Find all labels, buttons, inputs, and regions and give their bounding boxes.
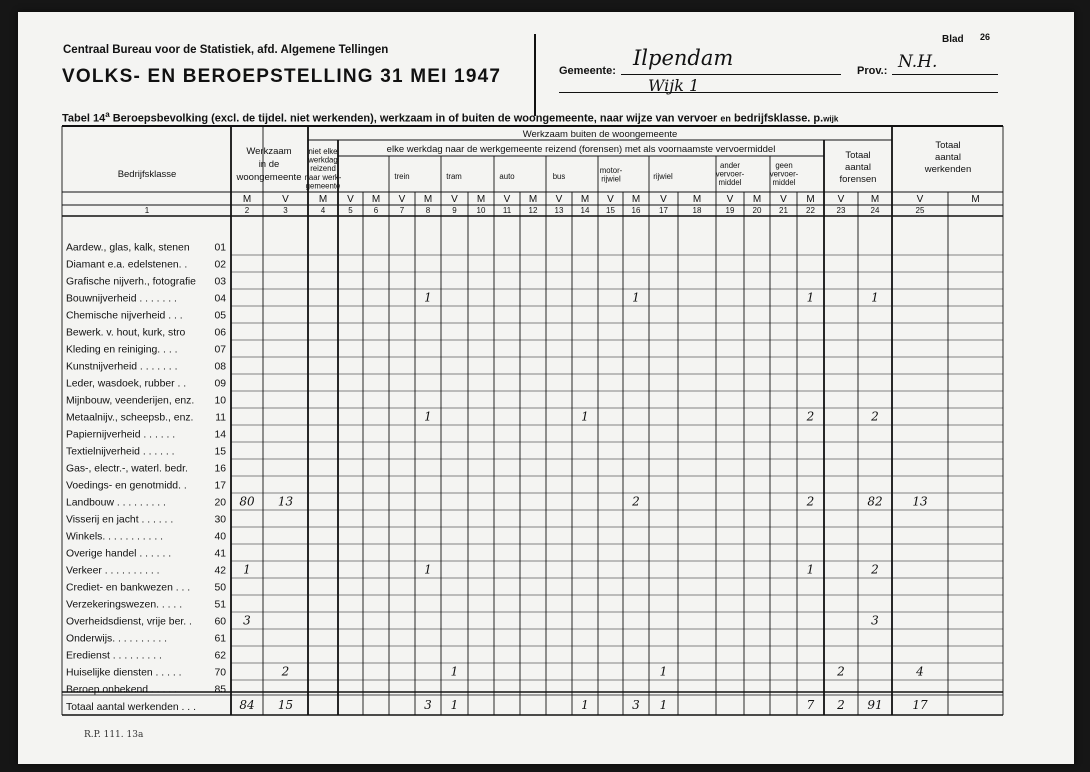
row-label: Crediet- en bankwezen . . . [66, 582, 191, 594]
row-label: Diamant e.a. edelstenen. . [66, 259, 188, 271]
row-code: 20 [214, 497, 226, 509]
blad-number: 26 [980, 32, 991, 42]
mode-header: ander [720, 161, 740, 170]
column-number: 16 [631, 206, 641, 215]
niet-elke-header: reizend [310, 164, 336, 174]
column-number: 22 [806, 206, 815, 215]
mv-label: V [837, 194, 845, 205]
mv-label: M [242, 194, 252, 205]
mv-label: V [451, 194, 458, 205]
mv-label: M [971, 194, 980, 205]
row-label: Leder, wasdoek, rubber . . [66, 378, 187, 390]
total-cell-value: 1 [450, 698, 459, 712]
mv-label: M [870, 194, 880, 205]
column-number: 6 [373, 206, 379, 215]
row-label: Verzekeringswezen. . . . . [66, 599, 183, 611]
total-row-label: Totaal aantal werkenden . . . [66, 702, 196, 713]
row-code: 60 [214, 616, 226, 628]
total-cell-value: 3 [632, 698, 640, 712]
row-label: Onderwijs. . . . . . . . . . [66, 633, 168, 645]
mode-header: rijwiel [601, 174, 621, 184]
cell-value: 1 [424, 290, 432, 305]
row-code: 07 [214, 344, 226, 356]
row-label: Textielnijverheid . . . . . . [66, 446, 175, 458]
column-number: 12 [528, 206, 538, 215]
row-label: Beroep onbekend . . . . . [66, 684, 177, 696]
mv-label: V [398, 194, 406, 205]
mv-label: V [503, 194, 511, 205]
niet-elke-header: werkdag [308, 155, 338, 165]
mode-header: vervoer- [715, 169, 745, 179]
werkzaam-in-header: woongemeente [236, 172, 302, 183]
table-number: Tabel 14 [62, 112, 106, 125]
wijk-value: Wijk 1 [648, 76, 700, 95]
row-code: 03 [214, 276, 226, 288]
cell-value: 1 [424, 409, 432, 424]
mv-label: M [476, 194, 486, 205]
cell-value: 1 [581, 409, 589, 424]
row-label: Overheidsdienst, vrije ber. . [66, 616, 192, 628]
column-number: 5 [348, 206, 353, 215]
totaal-werkenden-header: werkenden [924, 164, 972, 175]
row-label: Papiernijverheid . . . . . . [66, 429, 176, 441]
mv-label: V [282, 194, 289, 205]
gemeente-label: Gemeente: [559, 65, 616, 77]
cell-value: 2 [806, 494, 815, 509]
form-title: VOLKS- EN BEROEPSTELLING 31 MEI 1947 [62, 66, 502, 87]
row-label: Grafische nijverh., fotografie [66, 276, 196, 288]
cell-value: 1 [806, 562, 815, 577]
row-label: Bewerk. v. hout, kurk, stro [66, 327, 186, 339]
mode-header: middel [772, 178, 796, 188]
cell-value: 3 [243, 613, 251, 628]
mv-label: M [692, 194, 702, 205]
blad-label: Blad [942, 34, 964, 45]
row-label: Overige handel . . . . . . [66, 548, 172, 560]
row-code: 30 [214, 514, 226, 526]
total-cell-value: 84 [239, 698, 255, 712]
row-code: 62 [214, 650, 226, 662]
row-code: 42 [214, 565, 226, 577]
row-code: 16 [214, 463, 226, 475]
mv-label: M [580, 194, 590, 205]
caption-text: Beroepsbevolking (excl. de tijdel. niet werkenden), werkzaam in of buiten de woongemeente, naar wijze van vervoer [112, 112, 718, 125]
row-label: Gas-, electr.-, waterl. bedr. [66, 463, 188, 475]
mv-label: M [752, 194, 762, 205]
cell-value: 2 [632, 494, 640, 509]
prov-label: Prov.: [857, 65, 888, 77]
row-code: 06 [214, 327, 226, 339]
total-cell-value: 91 [867, 698, 883, 712]
census-table [18, 12, 1074, 764]
cell-value: 1 [659, 664, 668, 679]
row-code: 61 [214, 633, 226, 645]
mode-header: tram [446, 172, 462, 181]
cell-value: 1 [871, 290, 879, 305]
column-number: 24 [870, 206, 880, 215]
column-number: 4 [320, 206, 326, 215]
row-label: Visserij en jacht . . . . . . [66, 514, 174, 526]
row-code: 02 [214, 259, 226, 271]
total-cell-value: 1 [581, 698, 589, 712]
total-cell-value: 15 [277, 698, 294, 712]
mode-header: geen [775, 161, 793, 170]
mv-label: V [726, 194, 734, 205]
cell-value: 1 [450, 664, 459, 679]
column-number: 3 [283, 206, 288, 215]
bedrijfsklasse-header: Bedrijfsklasse [117, 169, 177, 180]
column-number: 13 [554, 206, 564, 215]
cell-value: 2 [871, 409, 879, 424]
column-number: 23 [836, 206, 846, 215]
total-cell-value: 1 [659, 698, 668, 712]
column-number: 15 [606, 206, 615, 215]
column-number: 10 [476, 206, 486, 215]
totaal-forensen-header: forensen [839, 174, 877, 185]
total-cell-value: 2 [837, 698, 845, 712]
row-code: 14 [214, 429, 226, 441]
prov-value: N.H. [898, 52, 938, 72]
cell-value: 2 [806, 409, 815, 424]
mode-header: trein [394, 172, 410, 181]
row-label: Verkeer . . . . . . . . . . [66, 565, 160, 577]
mv-label: V [660, 194, 667, 205]
row-code: 10 [214, 395, 226, 407]
cell-value: 3 [871, 613, 879, 628]
mv-label: V [916, 194, 924, 205]
row-code: 51 [214, 599, 226, 611]
row-label: Voedings- en genotmidd. . [66, 480, 187, 492]
mv-label: V [555, 194, 563, 205]
mv-label: M [631, 194, 641, 205]
row-label: Winkels. . . . . . . . . . . [66, 531, 163, 543]
mv-label: V [607, 194, 614, 205]
row-code: 05 [214, 310, 226, 322]
row-code: 04 [214, 293, 226, 305]
cell-value: 80 [239, 494, 255, 509]
column-number: 20 [752, 206, 762, 215]
mv-label: V [780, 194, 787, 205]
row-code: 17 [214, 480, 226, 492]
row-label: Mijnbouw, veenderijen, enz. [66, 395, 195, 407]
cell-value: 2 [837, 664, 845, 679]
bureau-heading: Centraal Bureau voor de Statistiek, afd. Algemene Tellingen [63, 44, 389, 56]
caption-tail: bedrijfsklasse. p. [733, 112, 824, 125]
column-number: 21 [779, 206, 788, 215]
total-cell-value: 3 [424, 698, 432, 712]
cell-value: 1 [806, 290, 815, 305]
row-label: Huiselijke diensten . . . . . [66, 667, 182, 679]
column-number: 11 [502, 206, 512, 215]
werkzaam-in-header: Werkzaam [246, 146, 292, 157]
cell-value: 4 [916, 664, 924, 679]
mode-header: motor- [599, 166, 623, 175]
mv-label: M [371, 194, 381, 205]
niet-elke-header: niet elke [308, 147, 338, 156]
mv-label: M [423, 194, 433, 205]
row-code: 01 [214, 242, 226, 254]
form-footer: R.P. 111. 13a [84, 730, 144, 740]
row-code: 08 [214, 361, 226, 373]
totaal-werkenden-header: aantal [935, 152, 961, 163]
cell-value: 13 [912, 494, 928, 509]
row-label: Chemische nijverheid . . . [66, 310, 183, 322]
column-number: 19 [725, 206, 735, 215]
row-code: 41 [214, 548, 226, 560]
mode-header: rijwiel [653, 172, 673, 181]
totaal-forensen-header: Totaal [845, 150, 871, 161]
row-label: Landbouw . . . . . . . . . [66, 497, 166, 509]
cell-value: 1 [632, 290, 640, 305]
buiten-header: Werkzaam buiten de woongemeente [522, 129, 678, 140]
cell-value: 1 [243, 562, 251, 577]
column-number: 9 [452, 206, 457, 215]
row-code: 70 [214, 667, 226, 679]
cell-value: 2 [281, 664, 290, 679]
row-label: Eredienst . . . . . . . . . [66, 650, 162, 662]
total-cell-value: 7 [806, 698, 815, 712]
mode-header: vervoer- [769, 169, 799, 179]
mv-label: M [528, 194, 538, 205]
row-label: Kunstnijverheid . . . . . . . [66, 361, 178, 373]
row-code: 50 [214, 582, 226, 594]
cell-value: 82 [867, 494, 883, 509]
totaal-forensen-header: aantal [845, 162, 871, 173]
census-form-sheet [18, 12, 1074, 764]
row-code: 15 [214, 446, 226, 458]
mv-label: M [318, 194, 328, 205]
row-label: Kleding en reiniging. . . . [66, 344, 178, 356]
column-number: 1 [144, 206, 150, 215]
gemeente-value: Ilpendam [633, 46, 734, 70]
row-code: 11 [215, 412, 226, 424]
cell-value: 13 [277, 494, 294, 509]
column-number: 7 [399, 206, 405, 215]
caption-wijk: wijk [823, 114, 839, 124]
row-code: 85 [214, 684, 226, 696]
elke-werkdag-header: elke werkdag naar de werkgemeente reizend (forensen) met als voornaamste vervoermiddel [386, 144, 776, 155]
row-label: Bouwnijverheid . . . . . . . [66, 293, 177, 305]
column-number: 8 [425, 206, 431, 215]
row-label: Aardew., glas, kalk, stenen [66, 242, 190, 254]
row-code: 40 [214, 531, 226, 543]
row-label: Metaalnijv., scheepsb., enz. [66, 412, 194, 424]
mv-label: V [347, 194, 354, 205]
mode-header: auto [499, 172, 515, 181]
mv-label: M [806, 194, 815, 205]
werkzaam-in-header: in de [258, 159, 280, 170]
column-number: 2 [244, 206, 250, 215]
mode-header: middel [718, 178, 742, 188]
mode-header: bus [552, 172, 566, 181]
column-number: 18 [692, 206, 702, 215]
column-number: 25 [915, 206, 925, 215]
table-suffix: a [105, 110, 110, 119]
row-code: 09 [214, 378, 226, 390]
totaal-werkenden-header: Totaal [935, 140, 961, 151]
total-cell-value: 17 [912, 698, 928, 712]
column-number: 14 [580, 206, 590, 215]
cell-value: 2 [871, 562, 879, 577]
column-number: 17 [659, 206, 668, 215]
niet-elke-header: naar werk- [304, 172, 342, 182]
niet-elke-header: gemeente [305, 181, 341, 191]
caption-en: en [720, 113, 731, 124]
cell-value: 1 [424, 562, 432, 577]
